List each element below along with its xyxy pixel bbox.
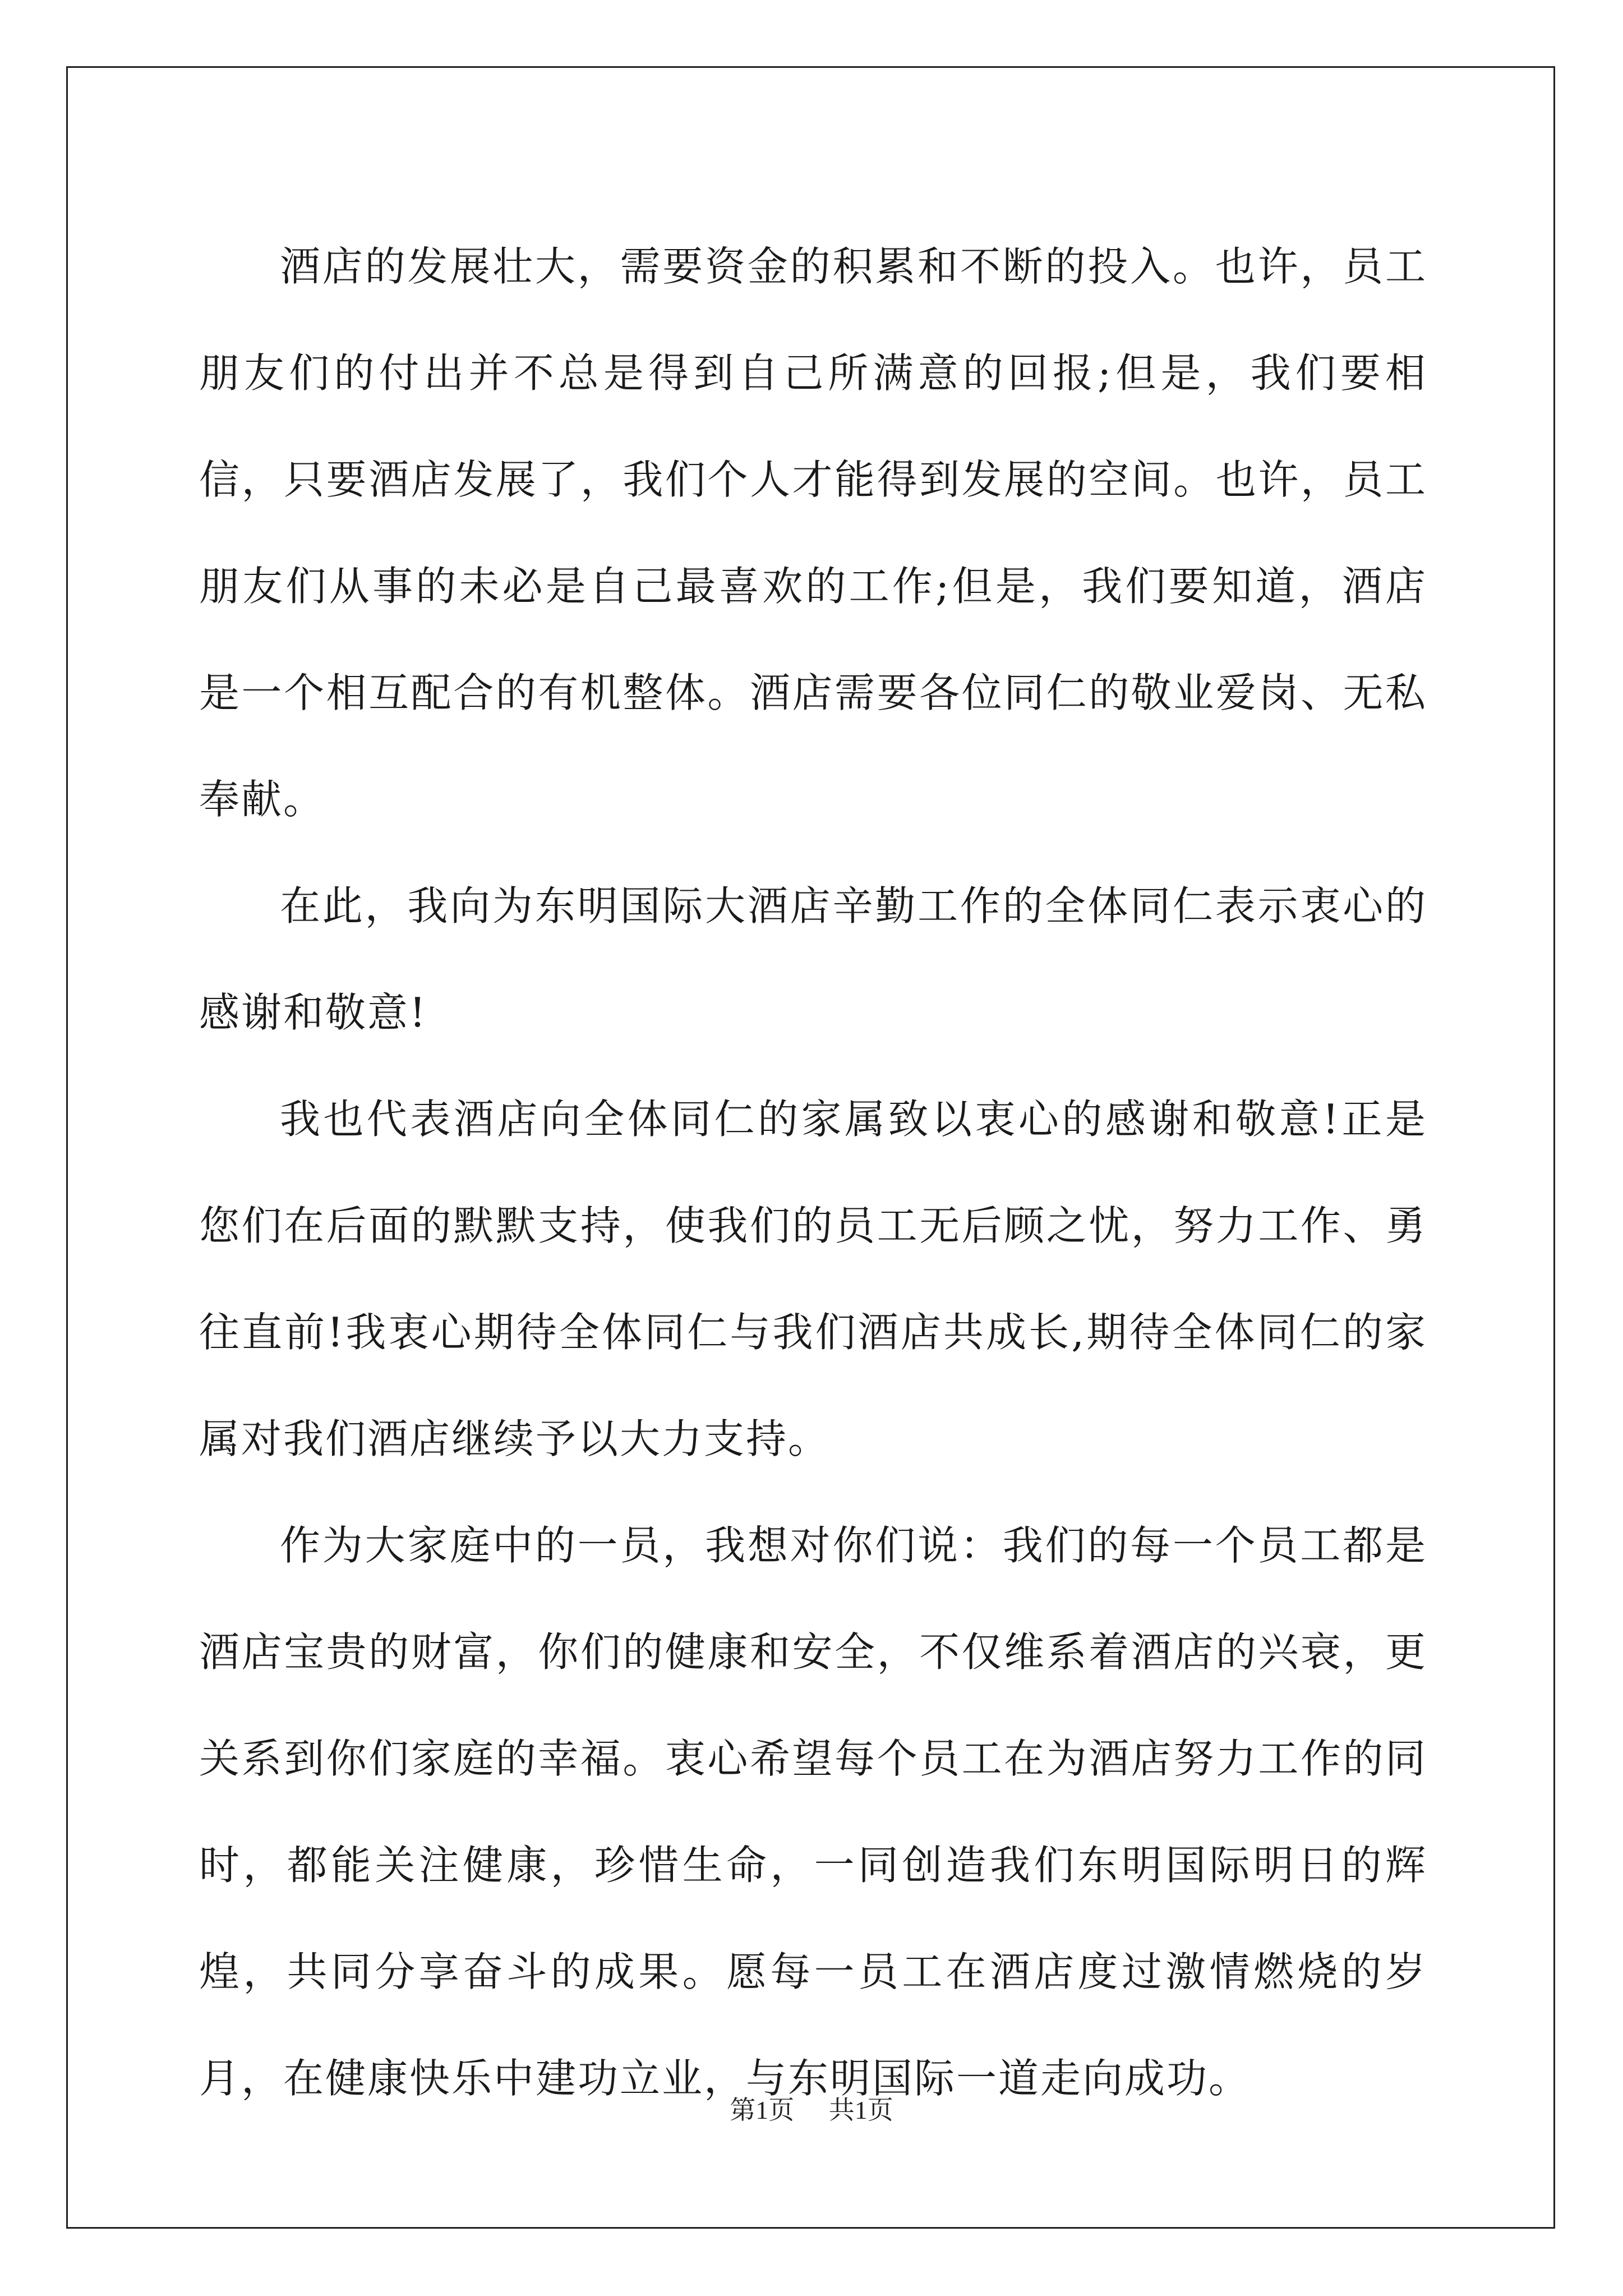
paragraph-4: 作为大家庭中的一员，我想对你们说：我们的每一个员工都是酒店宝贵的财富，你们的健康和安全，不仅维系着酒店的兴衰，更关系到你们家庭的幸福。衷心希望每个员工在为酒店努力工作的同时，都能关注健康，珍惜生命，一同创造我们东明国际明日的辉煌，共同分享奋斗的成果。愿每一员工在酒店度过激情燃烧的岁月，在健康快乐中建功立业，与东明国际一道走向成功。 bbox=[199, 1522, 1427, 2102]
document-body bbox=[199, 213, 1427, 2132]
paragraph-3: 我也代表酒店向全体同仁的家属致以衷心的感谢和敬意!正是您们在后面的默默支持，使我们的员工无后顾之忧，努力工作、勇往直前!我衷心期待全体同仁与我们酒店共成长,期待全体同仁的家属对我们酒店继续予以大力支持。 bbox=[199, 1096, 1427, 1462]
page-number-total: 共1页 bbox=[828, 2096, 893, 2124]
paragraph-1: 酒店的发展壮大，需要资金的积累和不断的投入。也许，员工朋友们的付出并不总是得到自己所满意的回报;但是，我们要相信，只要酒店发展了，我们个人才能得到发展的空间。也许，员工朋友们从事的未必是自己最喜欢的工作;但是，我们要知道，酒店是一个相互配合的有机整体。酒店需要各位同仁的敬业爱岗、无私奉献。 bbox=[199, 243, 1427, 823]
paragraph-2: 在此，我向为东明国际大酒店辛勤工作的全体同仁表示衷心的感谢和敬意! bbox=[199, 882, 1427, 1036]
page-number-current: 第1页 bbox=[730, 2096, 795, 2124]
page-footer bbox=[0, 2090, 1623, 2127]
